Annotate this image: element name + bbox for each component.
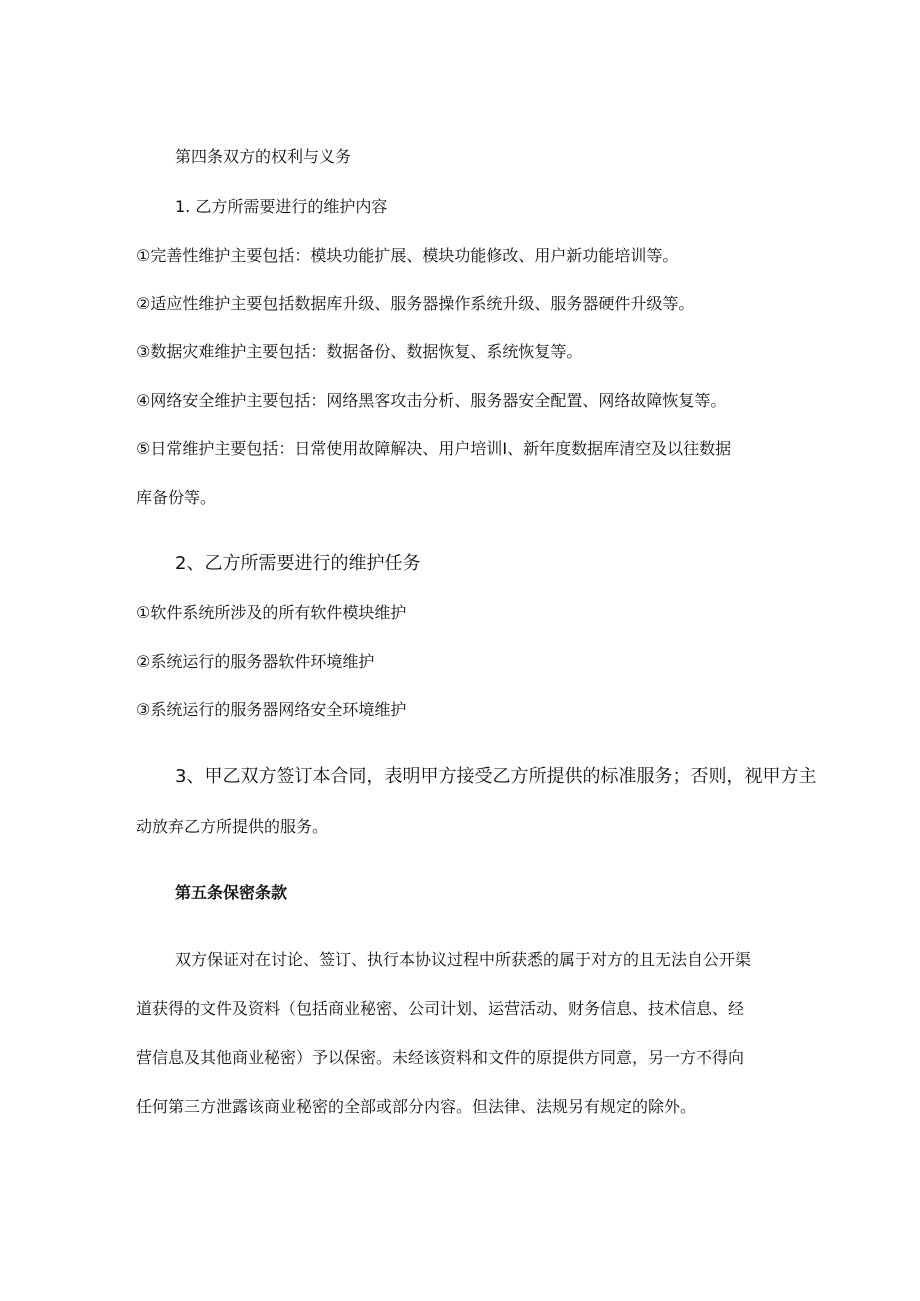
task-item: ①软件系统所涉及的所有软件模块维护 [136,603,407,622]
task-item: ②系统运行的服务器软件环境维护 [136,652,375,671]
maintenance-item-continued: 库备份等。 [136,488,217,507]
confidentiality-paragraph-line: 任何第三方泄露该商业秘密的全部或部分内容。但法律、法规另有规定的除外。 [136,1097,697,1116]
task-item: ③系统运行的服务器网络安全环境维护 [136,700,407,719]
section-3-line: 3、甲乙双方签订本合同，表明甲方接受乙方所提供的标准服务；否则，视甲方主 [175,766,817,787]
section-1-heading: 1. 乙方所需要进行的维护内容 [175,197,388,216]
confidentiality-paragraph-line: 营信息及其他商业秘密）予以保密。未经该资料和文件的原提供方同意，另一方不得向 [136,1048,745,1067]
maintenance-item: ②适应性维护主要包括数据库升级、服务器操作系统升级、服务器硬件升级等。 [136,294,695,313]
section-3-line-continued: 动放弃乙方所提供的服务。 [136,817,329,836]
maintenance-item: ①完善性维护主要包括：模块功能扩展、模块功能修改、用户新功能培训等。 [136,246,679,265]
section-2-heading: 2、乙方所需要进行的维护任务 [175,553,421,574]
confidentiality-paragraph-line: 道获得的文件及资料（包括商业秘密、公司计划、运营活动、财务信息、技术信息、经 [136,999,745,1018]
article-4-title: 第四条双方的权利与义务 [175,147,352,166]
article-5-title: 第五条保密条款 [175,883,288,902]
maintenance-item: ④网络安全维护主要包括：网络黑客攻击分析、服务器安全配置、网络故障恢复等。 [136,391,727,410]
maintenance-item: ③数据灾难维护主要包括：数据备份、数据恢复、系统恢复等。 [136,342,583,361]
confidentiality-paragraph-line: 双方保证对在讨论、签订、执行本协议过程中所获悉的属于对方的且无法自公开渠 [175,950,752,969]
maintenance-item: ⑤日常维护主要包括：日常使用故障解决、用户培训Ⅰ、新年度数据库清空及以往数据 [136,439,732,458]
